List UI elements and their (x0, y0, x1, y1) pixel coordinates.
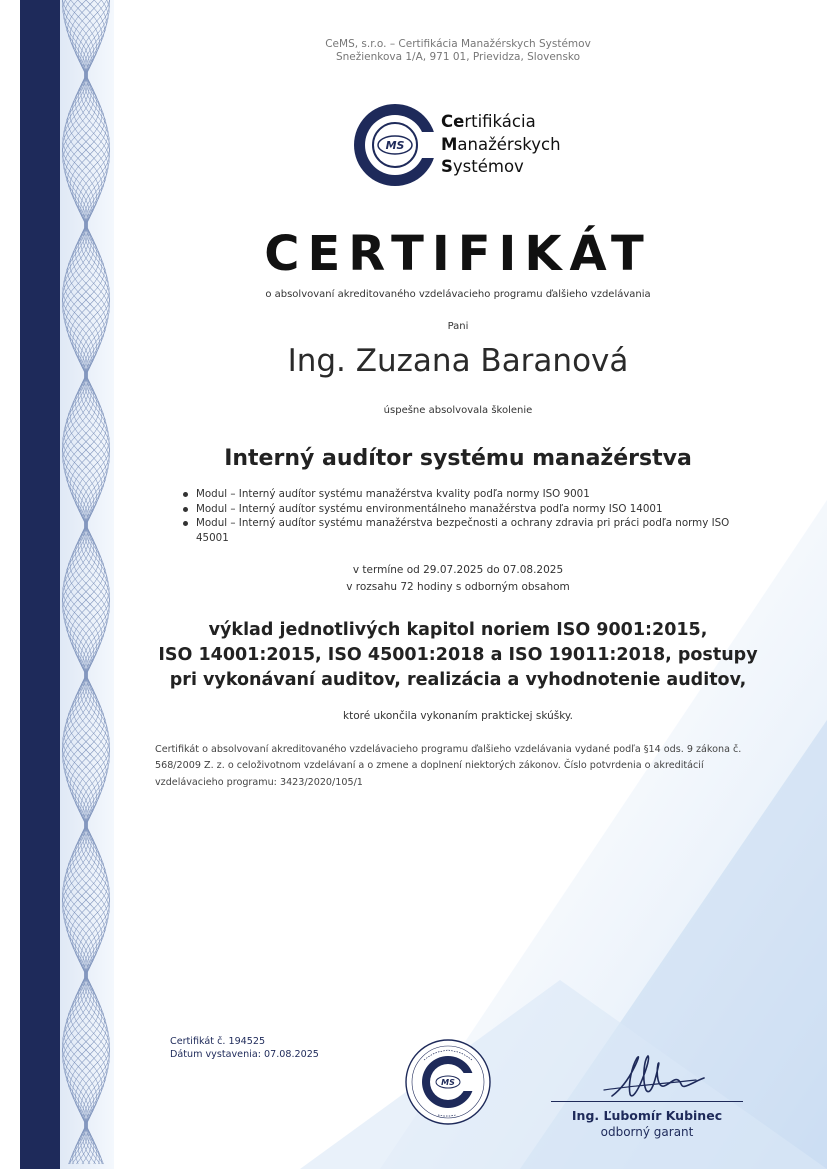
certificate-subtitle: o absolvovaní akreditovaného vzdelávacieho programu ďalšieho vzdelávania (265, 289, 651, 300)
module-list (180, 487, 740, 545)
term-scope: v rozsahu 72 hodiny s odborným obsahom (346, 581, 570, 593)
certificate-meta (170, 1035, 319, 1061)
logo-line2-initial: M (441, 134, 458, 154)
company-name: CeMS, s.r.o. – Certifikácia Manažérskych Systémov (325, 38, 591, 50)
signer-name: Ing. Ľubomír Kubinec (571, 1108, 723, 1123)
logo-mark-text: MS (385, 139, 405, 152)
course-content (150, 618, 766, 693)
logo-line3-rest: ystémov (452, 157, 524, 176)
recipient-name: Ing. Zuzana Baranová (287, 343, 629, 379)
module-item: Modul – Interný audítor systému environmentálneho manažérstva podľa normy ISO 14001 (180, 502, 740, 517)
company-street: Snežienkova 1/A, 971 01, Prievidza, Slovensko (335, 51, 581, 63)
cems-logo (352, 102, 602, 192)
logo-line1-rest: rtifikácia (464, 112, 536, 131)
module-item: Modul – Interný audítor systému manažérstva kvality podľa normy ISO 9001 (180, 487, 740, 502)
term-dates: v termíne od 29.07.2025 do 07.08.2025 (352, 564, 564, 576)
logo-wordmark (441, 111, 561, 179)
signer-role: odborný garant (600, 1125, 694, 1139)
official-stamp (404, 1038, 492, 1126)
certificate-title: CERTIFIKÁT (264, 226, 652, 282)
logo-line3-initial: S (441, 157, 453, 176)
exam-statement: ktoré ukončila vykonaním praktickej skúšky. (343, 710, 573, 722)
module-item: Modul – Interný audítor systému manažérstva bezpečnosti a ochrany zdravia pri práci podľa normy ISO 45001 (180, 516, 740, 545)
logo-line2-rest: anažérskych (457, 134, 561, 154)
content-line: pri vykonávaní auditov, realizácia a vyhodnotenie auditov, (169, 670, 747, 690)
course-term (150, 562, 766, 596)
content-line: ISO 14001:2015, ISO 45001:2018 a ISO 19011:2018, postupy (158, 645, 758, 665)
completion-statement: úspešne absolvovala školenie (383, 405, 533, 416)
salutation: Pani (447, 321, 469, 332)
logo-line1-initial: Ce (441, 112, 465, 131)
legal-notice: Certifikát o absolvovaní akreditovaného vzdelávacieho programu ďalšieho vzdelávania vydané podľa §14 ods. 9 zákona č. 568/2009 Z. z. o celoživotnom vzdelávaní a o zmene a doplnení niektorých zákonov. Číslo potvrdenia o akreditácií vzdelávacieho programu: 3423/2020/105/1 (155, 744, 742, 788)
course-title: Interný audítor systému manažérstva (224, 446, 692, 471)
issue-date: Dátum vystavenia: 07.08.2025 (170, 1049, 319, 1060)
cems-logo-mark (352, 102, 438, 188)
stamp-mark-text: MS (441, 1078, 455, 1087)
certificate-number: Certifikát č. 194525 (170, 1036, 266, 1047)
signature-line (551, 1101, 743, 1102)
content-line: výklad jednotlivých kapitol noriem ISO 9001:2015, (208, 620, 708, 640)
signature-image (600, 1050, 710, 1102)
company-address (200, 38, 716, 64)
